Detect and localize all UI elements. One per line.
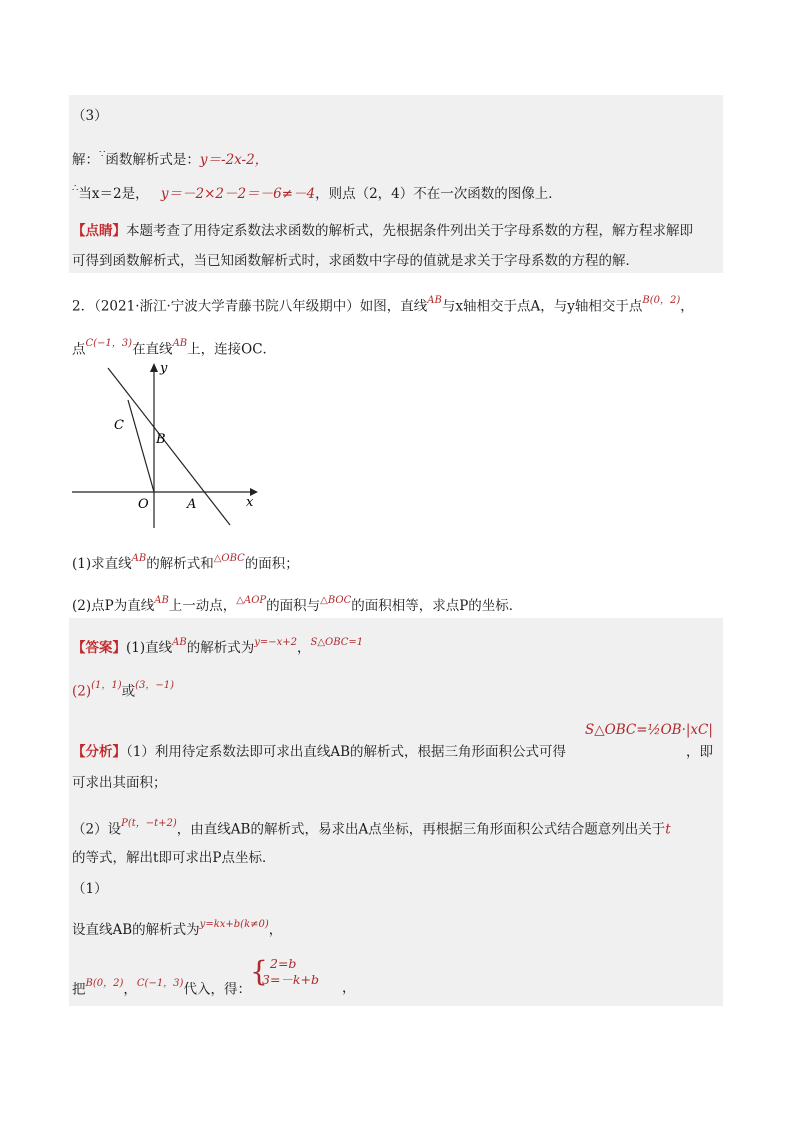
solution-step-3-end: ，: [342, 980, 356, 996]
analysis-formula: S△OBC=½OB·|xC|: [585, 722, 713, 738]
x-axis-label: x: [246, 495, 254, 510]
question-2-line-2: 点$^{C(-1,3)}$在直线$^{AB}$上，连接OC．: [72, 338, 277, 358]
sub-part-label: （3）: [72, 108, 108, 124]
solution-step-1: （1）: [72, 881, 108, 897]
solution-line-1: 解：∵函数解析式是：y＝-2x-2，: [72, 148, 269, 168]
solution-step-3: 把$^{B(0,2)}$，$^{C(-1,3)}$代入，得：: [72, 978, 251, 998]
y-axis-label: y: [160, 361, 168, 376]
analysis-line-3: （2）设$^{P(t,-t+2)}$，由直线AB的解析式，易求出A点坐标，再根据三角形面积公式结合题意列出关于t: [72, 818, 671, 838]
point-c-label: C: [114, 418, 124, 433]
point-b-label: B: [156, 432, 166, 447]
solution-line-2: ∴当x＝2是， y＝－2×2－2＝－6≠－4，则点（2，4）不在一次函数的图像上．: [72, 182, 562, 202]
note-line-2: 可得到函数解析式，当已知函数解析式时，求函数中字母的值就是求关于字母系数的方程的解．: [72, 253, 639, 269]
analysis-line-1-end: ，即: [686, 744, 713, 760]
answer-line-1: 【答案】(1)直线$^{AB}$的解析式为$^{y=-x+2}$，$^{S\triangle OBC=1}$: [72, 636, 364, 656]
analysis-line-2: 可求出其面积；: [72, 775, 167, 791]
solution-step-2: 设直线AB的解析式为$^{y=kx+b(k\ne 0)}$，: [72, 918, 283, 938]
equation-system: { 2=b 3=－k+b: [250, 955, 319, 988]
question-2-part-1: (1)求直线$^{AB}$的解析式和$^{\triangle OBC}$的面积；: [72, 552, 299, 572]
analysis-line-4: 的等式，解出t即可求出P点坐标．: [72, 850, 276, 866]
origin-label: O: [138, 497, 149, 512]
point-a-label: A: [187, 497, 197, 512]
analysis-line-1: 【分析】（1）利用待定系数法即可求出直线AB的解析式，根据三角形面积公式可得: [72, 744, 567, 760]
question-2-part-2: (2)点P为直线$^{AB}$上一动点，$^{\triangle AOP}$的面积与$^{\triangle BOC}$的面积相等，求点P的坐标．: [72, 594, 523, 614]
note-line-1: 【点睛】本题考查了用待定系数法求函数的解析式，先根据条件列出关于字母系数的方程，解方程求解即: [72, 223, 693, 239]
question-2-line-1: 2．（2021·浙江·宁波大学青藤书院八年级期中）如图，直线$^{AB}$与x轴相交于点A，与y轴相交于点$^{B(0,2)}$，: [72, 295, 694, 315]
answer-block-bottom: [69, 618, 723, 1006]
coordinate-graph: [70, 360, 270, 530]
answer-line-2: $(2)^{(1,1)}$或$^{(3,-1)}$: [72, 680, 175, 700]
